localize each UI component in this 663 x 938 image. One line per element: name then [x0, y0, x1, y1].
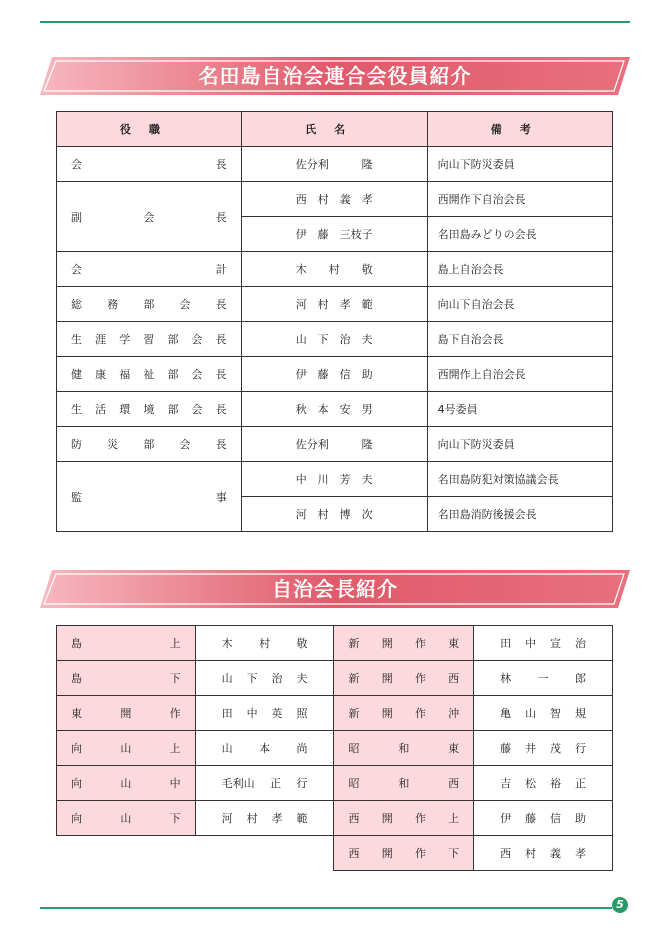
char: 昭: [348, 777, 360, 790]
char: 本: [259, 742, 271, 755]
officers-table: [56, 111, 613, 532]
char: 山: [120, 812, 132, 825]
name-cell: [241, 182, 427, 217]
table-row: [57, 182, 613, 217]
char: 作: [414, 812, 426, 825]
char: 作: [414, 637, 426, 650]
char: 島: [71, 637, 82, 650]
char: 隆: [361, 438, 373, 451]
char: 茂: [550, 742, 562, 755]
char: 習: [143, 333, 155, 346]
char: 治: [574, 637, 586, 650]
chair-name-cell: [195, 801, 334, 836]
char: 木: [221, 637, 233, 650]
name-cell: [241, 217, 427, 252]
char: 下: [169, 672, 181, 685]
char: 次: [361, 508, 373, 521]
char: 上: [169, 742, 181, 755]
table-row: [57, 147, 613, 182]
char: 向: [71, 777, 82, 790]
empty-cell: [57, 836, 196, 871]
char: 助: [361, 368, 373, 381]
char: 会: [71, 158, 82, 171]
chair-name-cell: [195, 661, 334, 696]
chair-name-cell: [474, 731, 613, 766]
char: 村: [317, 298, 329, 311]
char: 長: [215, 158, 227, 171]
char: 和: [398, 777, 410, 790]
char: 郎: [574, 672, 586, 685]
char: 開: [381, 707, 393, 720]
char: 和: [398, 742, 410, 755]
char: 長: [215, 438, 227, 451]
char: 佐分利: [295, 158, 329, 171]
char: 吉: [500, 777, 512, 790]
chair-name-cell: [474, 766, 613, 801]
char: 宣: [550, 637, 562, 650]
table-row: [57, 801, 613, 836]
area-cell: [334, 801, 474, 836]
area-cell: [334, 626, 474, 661]
table-row: [57, 322, 613, 357]
char: 下: [169, 812, 181, 825]
char: 西: [448, 777, 460, 790]
char: 安: [339, 403, 351, 416]
char: 会: [71, 263, 82, 276]
chairs-table: [56, 625, 613, 871]
char: 災: [107, 438, 119, 451]
char: 開: [381, 637, 393, 650]
char: 松: [525, 777, 537, 790]
char: 英: [271, 707, 283, 720]
char: 会: [191, 403, 203, 416]
table-row: [57, 836, 613, 871]
chair-name-cell: [474, 661, 613, 696]
table-row: [57, 357, 613, 392]
char: 正: [574, 777, 586, 790]
area-cell: [334, 766, 474, 801]
char: 伊: [295, 368, 307, 381]
area-cell: [57, 661, 196, 696]
char: 上: [448, 812, 460, 825]
char: 中: [295, 473, 307, 486]
char: 部: [167, 333, 179, 346]
char: 監: [71, 490, 82, 504]
section1-title: 名田島自治会連合会役員紹介: [198, 64, 472, 88]
table-row: [57, 392, 613, 427]
char: 開: [381, 812, 393, 825]
char: 井: [525, 742, 537, 755]
name-cell: [241, 357, 427, 392]
char: 新: [348, 637, 360, 650]
char: 東: [71, 707, 82, 720]
char: 開: [381, 847, 393, 860]
role-cell: [57, 252, 242, 287]
char: 照: [296, 707, 308, 720]
char: 村: [525, 847, 537, 860]
char: 藤: [525, 812, 537, 825]
char: 孝: [271, 812, 283, 825]
name-cell: [241, 322, 427, 357]
area-cell: [334, 836, 474, 871]
note-cell: 向山下防災委員: [427, 147, 612, 182]
char: 沖: [448, 707, 460, 720]
role-cell: [57, 287, 242, 322]
role-cell: [57, 462, 242, 532]
char: 部: [143, 438, 155, 451]
chair-name-cell: [474, 626, 613, 661]
section2-title: 自治会長紹介: [272, 577, 398, 601]
char: 信: [550, 812, 562, 825]
note-cell: 西開作下自治会長: [427, 182, 612, 217]
section2-banner: [40, 570, 630, 608]
char: 生: [71, 333, 82, 346]
note-cell: 向山下防災委員: [427, 427, 612, 462]
char: 孝: [339, 298, 351, 311]
char: 隆: [361, 158, 373, 171]
role-cell: [57, 322, 242, 357]
role-cell: [57, 357, 242, 392]
char: 夫: [296, 672, 308, 685]
char: 西: [448, 672, 460, 685]
char: 島: [71, 672, 82, 685]
char: 境: [143, 403, 155, 416]
char: 下: [246, 672, 258, 685]
char: 毛利山: [221, 777, 255, 790]
char: 山: [525, 707, 537, 720]
name-cell: [241, 392, 427, 427]
name-cell: [241, 427, 427, 462]
char: 新: [348, 707, 360, 720]
note-cell: 西開作上自治会長: [427, 357, 612, 392]
char: 生: [71, 403, 82, 416]
char: 西: [295, 193, 307, 206]
char: 長: [215, 298, 227, 311]
char: 活: [95, 403, 107, 416]
name-cell: [241, 462, 427, 497]
empty-cell: [195, 836, 334, 871]
char: 裕: [550, 777, 562, 790]
chair-name-cell: [195, 766, 334, 801]
char: 山: [295, 333, 307, 346]
char: 一: [537, 672, 549, 685]
name-cell: [241, 497, 427, 532]
area-cell: [57, 626, 196, 661]
chair-name-cell: [474, 696, 613, 731]
char: 村: [317, 193, 329, 206]
char: 治: [339, 333, 351, 346]
chair-name-cell: [474, 801, 613, 836]
chair-name-cell: [195, 731, 334, 766]
char: 祉: [143, 368, 155, 381]
char: 環: [119, 403, 131, 416]
char: 義: [550, 847, 562, 860]
char: 長: [215, 403, 227, 416]
top-rule: [40, 21, 630, 23]
char: 村: [259, 637, 271, 650]
note-cell: 向山下自治会長: [427, 287, 612, 322]
char: 長: [215, 333, 227, 346]
char: 範: [361, 298, 373, 311]
char: 芳: [339, 473, 351, 486]
char: 開: [120, 707, 132, 720]
area-cell: [57, 801, 196, 836]
char: 山: [120, 777, 132, 790]
char: 作: [414, 707, 426, 720]
char: 正: [270, 777, 282, 790]
char: 計: [215, 263, 227, 276]
char: 秋: [295, 403, 307, 416]
char: 総: [71, 298, 82, 311]
char: 川: [317, 473, 329, 486]
char: 会: [191, 368, 203, 381]
char: 尚: [296, 742, 308, 755]
note-cell: 島上自治会長: [427, 252, 612, 287]
char: 新: [348, 672, 360, 685]
char: 開: [381, 672, 393, 685]
char: 西: [348, 847, 360, 860]
role-cell: [57, 147, 242, 182]
char: 長: [215, 368, 227, 381]
char: 東: [448, 637, 460, 650]
chair-name-cell: [195, 696, 334, 731]
char: 河: [295, 508, 307, 521]
table-row: [57, 731, 613, 766]
role-cell: [57, 182, 242, 252]
char: 藤: [317, 368, 329, 381]
char: 部: [143, 298, 155, 311]
char: 福: [119, 368, 131, 381]
char: 副: [71, 210, 82, 224]
char: 河: [221, 812, 233, 825]
char: 事: [215, 490, 227, 504]
char: 本: [317, 403, 329, 416]
header-note: 備考: [427, 112, 612, 147]
char: 田: [221, 707, 233, 720]
char: 村: [328, 263, 340, 276]
page-number: 5: [612, 897, 628, 913]
chair-name-cell: [195, 626, 334, 661]
char: 作: [414, 847, 426, 860]
char: 男: [361, 403, 373, 416]
char: 作: [414, 672, 426, 685]
table-row: [57, 661, 613, 696]
char: 行: [574, 742, 586, 755]
char: 夫: [361, 333, 373, 346]
char: 康: [95, 368, 107, 381]
char: 河: [295, 298, 307, 311]
table-row: [57, 462, 613, 497]
char: 孝: [361, 193, 373, 206]
char: 敬: [361, 263, 373, 276]
char: 村: [246, 812, 258, 825]
char: 佐分利: [295, 438, 329, 451]
char: 亀: [500, 707, 512, 720]
char: 会: [143, 210, 155, 224]
section1-banner: [40, 57, 630, 95]
char: 山: [221, 672, 233, 685]
table-row: [57, 427, 613, 462]
char: 田: [500, 637, 512, 650]
char: 会: [179, 298, 191, 311]
char: 会: [179, 438, 191, 451]
char: 治: [271, 672, 283, 685]
name-cell: [241, 287, 427, 322]
char: 向: [71, 812, 82, 825]
char: 三枝子: [339, 228, 373, 241]
area-cell: [334, 661, 474, 696]
char: 信: [339, 368, 351, 381]
table-row: [57, 766, 613, 801]
table-row: [57, 626, 613, 661]
char: 西: [500, 847, 512, 860]
role-cell: [57, 392, 242, 427]
area-cell: [57, 731, 196, 766]
note-cell: 名田島消防後援会長: [427, 497, 612, 532]
officers-header-row: [57, 112, 613, 147]
area-cell: [57, 766, 196, 801]
chair-name-cell: [474, 836, 613, 871]
char: 範: [296, 812, 308, 825]
name-cell: [241, 252, 427, 287]
char: 下: [448, 847, 460, 860]
char: 会: [191, 333, 203, 346]
char: 東: [448, 742, 460, 755]
char: 博: [339, 508, 351, 521]
note-cell: 島下自治会長: [427, 322, 612, 357]
char: 山: [120, 742, 132, 755]
name-cell: [241, 147, 427, 182]
area-cell: [334, 696, 474, 731]
char: 中: [525, 637, 537, 650]
header-name: 氏名: [241, 112, 427, 147]
char: 学: [119, 333, 131, 346]
char: 助: [574, 812, 586, 825]
bottom-rule: [40, 907, 612, 909]
char: 涯: [95, 333, 107, 346]
char: 藤: [317, 228, 329, 241]
note-cell: 名田島防犯対策協議会長: [427, 462, 612, 497]
char: 作: [169, 707, 181, 720]
char: 村: [317, 508, 329, 521]
table-row: [57, 252, 613, 287]
char: 西: [348, 812, 360, 825]
char: 長: [215, 210, 227, 224]
char: 規: [574, 707, 586, 720]
char: 林: [500, 672, 512, 685]
char: 木: [295, 263, 307, 276]
table-row: [57, 287, 613, 322]
char: 敬: [296, 637, 308, 650]
area-cell: [334, 731, 474, 766]
char: 部: [167, 368, 179, 381]
char: 下: [317, 333, 329, 346]
char: 部: [167, 403, 179, 416]
char: 務: [107, 298, 119, 311]
char: 伊: [500, 812, 512, 825]
char: 藤: [500, 742, 512, 755]
char: 行: [296, 777, 308, 790]
char: 義: [339, 193, 351, 206]
table-row: [57, 696, 613, 731]
char: 夫: [361, 473, 373, 486]
char: 上: [169, 637, 181, 650]
char: 防: [71, 438, 82, 451]
char: 山: [221, 742, 233, 755]
char: 中: [169, 777, 181, 790]
area-cell: [57, 696, 196, 731]
note-cell: 4号委員: [427, 392, 612, 427]
char: 智: [550, 707, 562, 720]
char: 中: [246, 707, 258, 720]
char: 健: [71, 368, 82, 381]
role-cell: [57, 427, 242, 462]
header-role: 役職: [57, 112, 242, 147]
note-cell: 名田島みどりの会長: [427, 217, 612, 252]
char: 昭: [348, 742, 360, 755]
char: 伊: [295, 228, 307, 241]
char: 向: [71, 742, 82, 755]
char: 孝: [574, 847, 586, 860]
